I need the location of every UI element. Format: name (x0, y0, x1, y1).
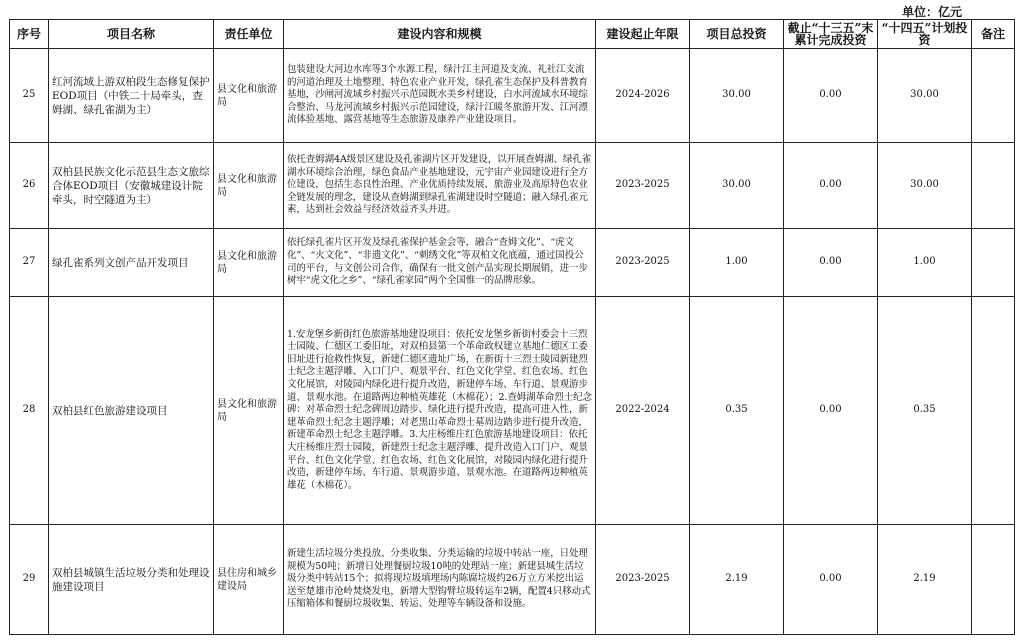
construction-content: 依托绿孔雀片区开发及绿孔雀保护基金会等，融合“查姆文化”、“虎文化”、“火文化”、“非遗文化”、“刺绣文化”等双柏文化底蕴，通过国投公司的平台，与文创公司合作，确保有一批文创产品实现长期展销，进一步树牢“虎文化之乡”、“绿孔雀家园”两个全国惟一的品牌形象。 (284, 229, 596, 297)
unit-label: 单位：亿元 (901, 5, 962, 19)
col-header-plan: “十四五”计划投资 (878, 20, 972, 49)
total-investment: 1.00 (690, 229, 784, 297)
total-investment: 0.35 (690, 297, 784, 525)
header-row (10, 20, 1015, 49)
col-header-note: 备注 (972, 20, 1015, 49)
construction-content: 包装建设大河边水库等3个水源工程，绿汁江主河道及支流、礼社江支流的河道治理及土地整理、特色农业产业开发，绿孔雀生态保护及科普教育基地，沙闸河流域乡村振兴示范园既水美乡村建设，白水河流域水环境综合整治、马龙河流域乡村振兴示范园建设，绿汁江暖冬旅游开发、江河漂流体验基地、露营基地等生态旅游及康养产业建设项目。 (284, 49, 596, 143)
table-row (10, 297, 1015, 525)
project-table (9, 19, 1015, 635)
remarks (972, 525, 1015, 635)
col-header-period: 建设起止年限 (596, 20, 690, 49)
remarks (972, 229, 1015, 297)
planned-investment: 1.00 (878, 229, 972, 297)
construction-period: 2023-2025 (596, 143, 690, 229)
planned-investment: 30.00 (878, 143, 972, 229)
construction-period: 2023-2025 (596, 229, 690, 297)
completed-investment: 0.00 (784, 525, 878, 635)
construction-content: 新建生活垃圾分类投放、分类收集、分类运输的垃圾中转站一座，日处理规模为50吨；新增日处理餐厨垃圾10吨的处理站一座；新建县城生活垃圾分类中转站15个；拟将现垃圾填埋场内陈腐垃圾约26万立方米挖出运送至楚雄市沧岭焚烧发电，新增大型钩臂垃圾转运车2辆，配置4只移动式压缩箱体和餐厨垃圾收集、转运、处理等车辆设备和设施。 (284, 525, 596, 635)
table-row (10, 143, 1015, 229)
completed-investment: 0.00 (784, 297, 878, 525)
completed-investment: 0.00 (784, 49, 878, 143)
responsible-unit: 县住房和城乡建设局 (214, 525, 284, 635)
remarks (972, 49, 1015, 143)
completed-investment: 0.00 (784, 143, 878, 229)
construction-period: 2022-2024 (596, 297, 690, 525)
responsible-unit: 县文化和旅游局 (214, 143, 284, 229)
completed-investment: 0.00 (784, 229, 878, 297)
planned-investment: 0.35 (878, 297, 972, 525)
row-no: 29 (10, 525, 49, 635)
total-investment: 2.19 (690, 525, 784, 635)
col-header-total: 项目总投资 (690, 20, 784, 49)
project-name: 双柏县民族文化示范县生态文旅综合体EOD项目（安徽城建设计院牵头，时空隧道为主） (49, 143, 214, 229)
table-row (10, 229, 1015, 297)
construction-content: 1.安龙堡乡新街红色旅游基地建设项目：依托安龙堡乡新街村委会十三烈士园陵、仁德区工委旧址，对双柏县第一个革命政权建立基地仁德区工委旧址进行抢救性恢复，新建仁德区遗址广场，在新街十三烈士陵园新建烈士纪念主题浮雕、入口门户、观景平台、红色文化学堂、红色农场、红色文化展馆，对陵园内绿化进行提升改造，新建停车场、车行道、景观游步道、景观水池。在道路两边种植英雄花（木棉花）；2.查姆湖革命烈士纪念碑：对革命烈士纪念碑周边踏步、绿化进行提升改造，提高可进入性，新建革命烈士纪念主题浮雕；对老黑山革命烈士墓周边踏步进行提升改造，新建革命烈士纪念主题浮雕。3.大庄杨维庄红色旅游基地建设项目：依托大庄杨维庄烈士园陵，新建烈士纪念主题浮雕、提升改造入口门户、观景平台、红色文化学堂、红色农场、红色文化展馆，对陵园内绿化进行提升改造，新建停车场、车行道、景观游步道、景观水池。在道路两边种植英雄花（木棉花）。 (284, 297, 596, 525)
row-no: 26 (10, 143, 49, 229)
remarks (972, 143, 1015, 229)
row-no: 28 (10, 297, 49, 525)
construction-content: 依托查姆湖4A级景区建设及孔雀湖片区开发建设，以开展查姆湖、绿孔雀湖水环境综合治理，绿色食品产业基地建设，元宇宙产业园建设进行全方位建设，包括生态良性治理、产业优质持续发展、旅游业及高原特色农业全链发展的理念，建设从查姆湖到绿孔雀湖建设时空隧道；融入绿孔雀元素，达到社会效益与经济效益齐头并进。 (284, 143, 596, 229)
responsible-unit: 县文化和旅游局 (214, 297, 284, 525)
project-name: 红河流域上游双柏段生态修复保护EOD项目（中铁二十局牵头，查姆湖、绿孔雀湖为主） (49, 49, 214, 143)
total-investment: 30.00 (690, 49, 784, 143)
planned-investment: 30.00 (878, 49, 972, 143)
responsible-unit: 县文化和旅游局 (214, 49, 284, 143)
table-row (10, 49, 1015, 143)
row-no: 27 (10, 229, 49, 297)
project-name: 双柏县城镇生活垃圾分类和处理设施建设项目 (49, 525, 214, 635)
project-name: 双柏县红色旅游建设项目 (49, 297, 214, 525)
col-header-no: 序号 (10, 20, 49, 49)
col-header-content: 建设内容和规模 (284, 20, 596, 49)
col-header-unit: 责任单位 (214, 20, 284, 49)
remarks (972, 297, 1015, 525)
total-investment: 30.00 (690, 143, 784, 229)
table-row (10, 525, 1015, 635)
col-header-completed: 截止“十三五”末累计完成投资 (784, 20, 878, 49)
row-no: 25 (10, 49, 49, 143)
construction-period: 2023-2025 (596, 525, 690, 635)
responsible-unit: 县文化和旅游局 (214, 229, 284, 297)
project-name: 绿孔雀系列文创产品开发项目 (49, 229, 214, 297)
col-header-name: 项目名称 (49, 20, 214, 49)
construction-period: 2024-2026 (596, 49, 690, 143)
planned-investment: 2.19 (878, 525, 972, 635)
